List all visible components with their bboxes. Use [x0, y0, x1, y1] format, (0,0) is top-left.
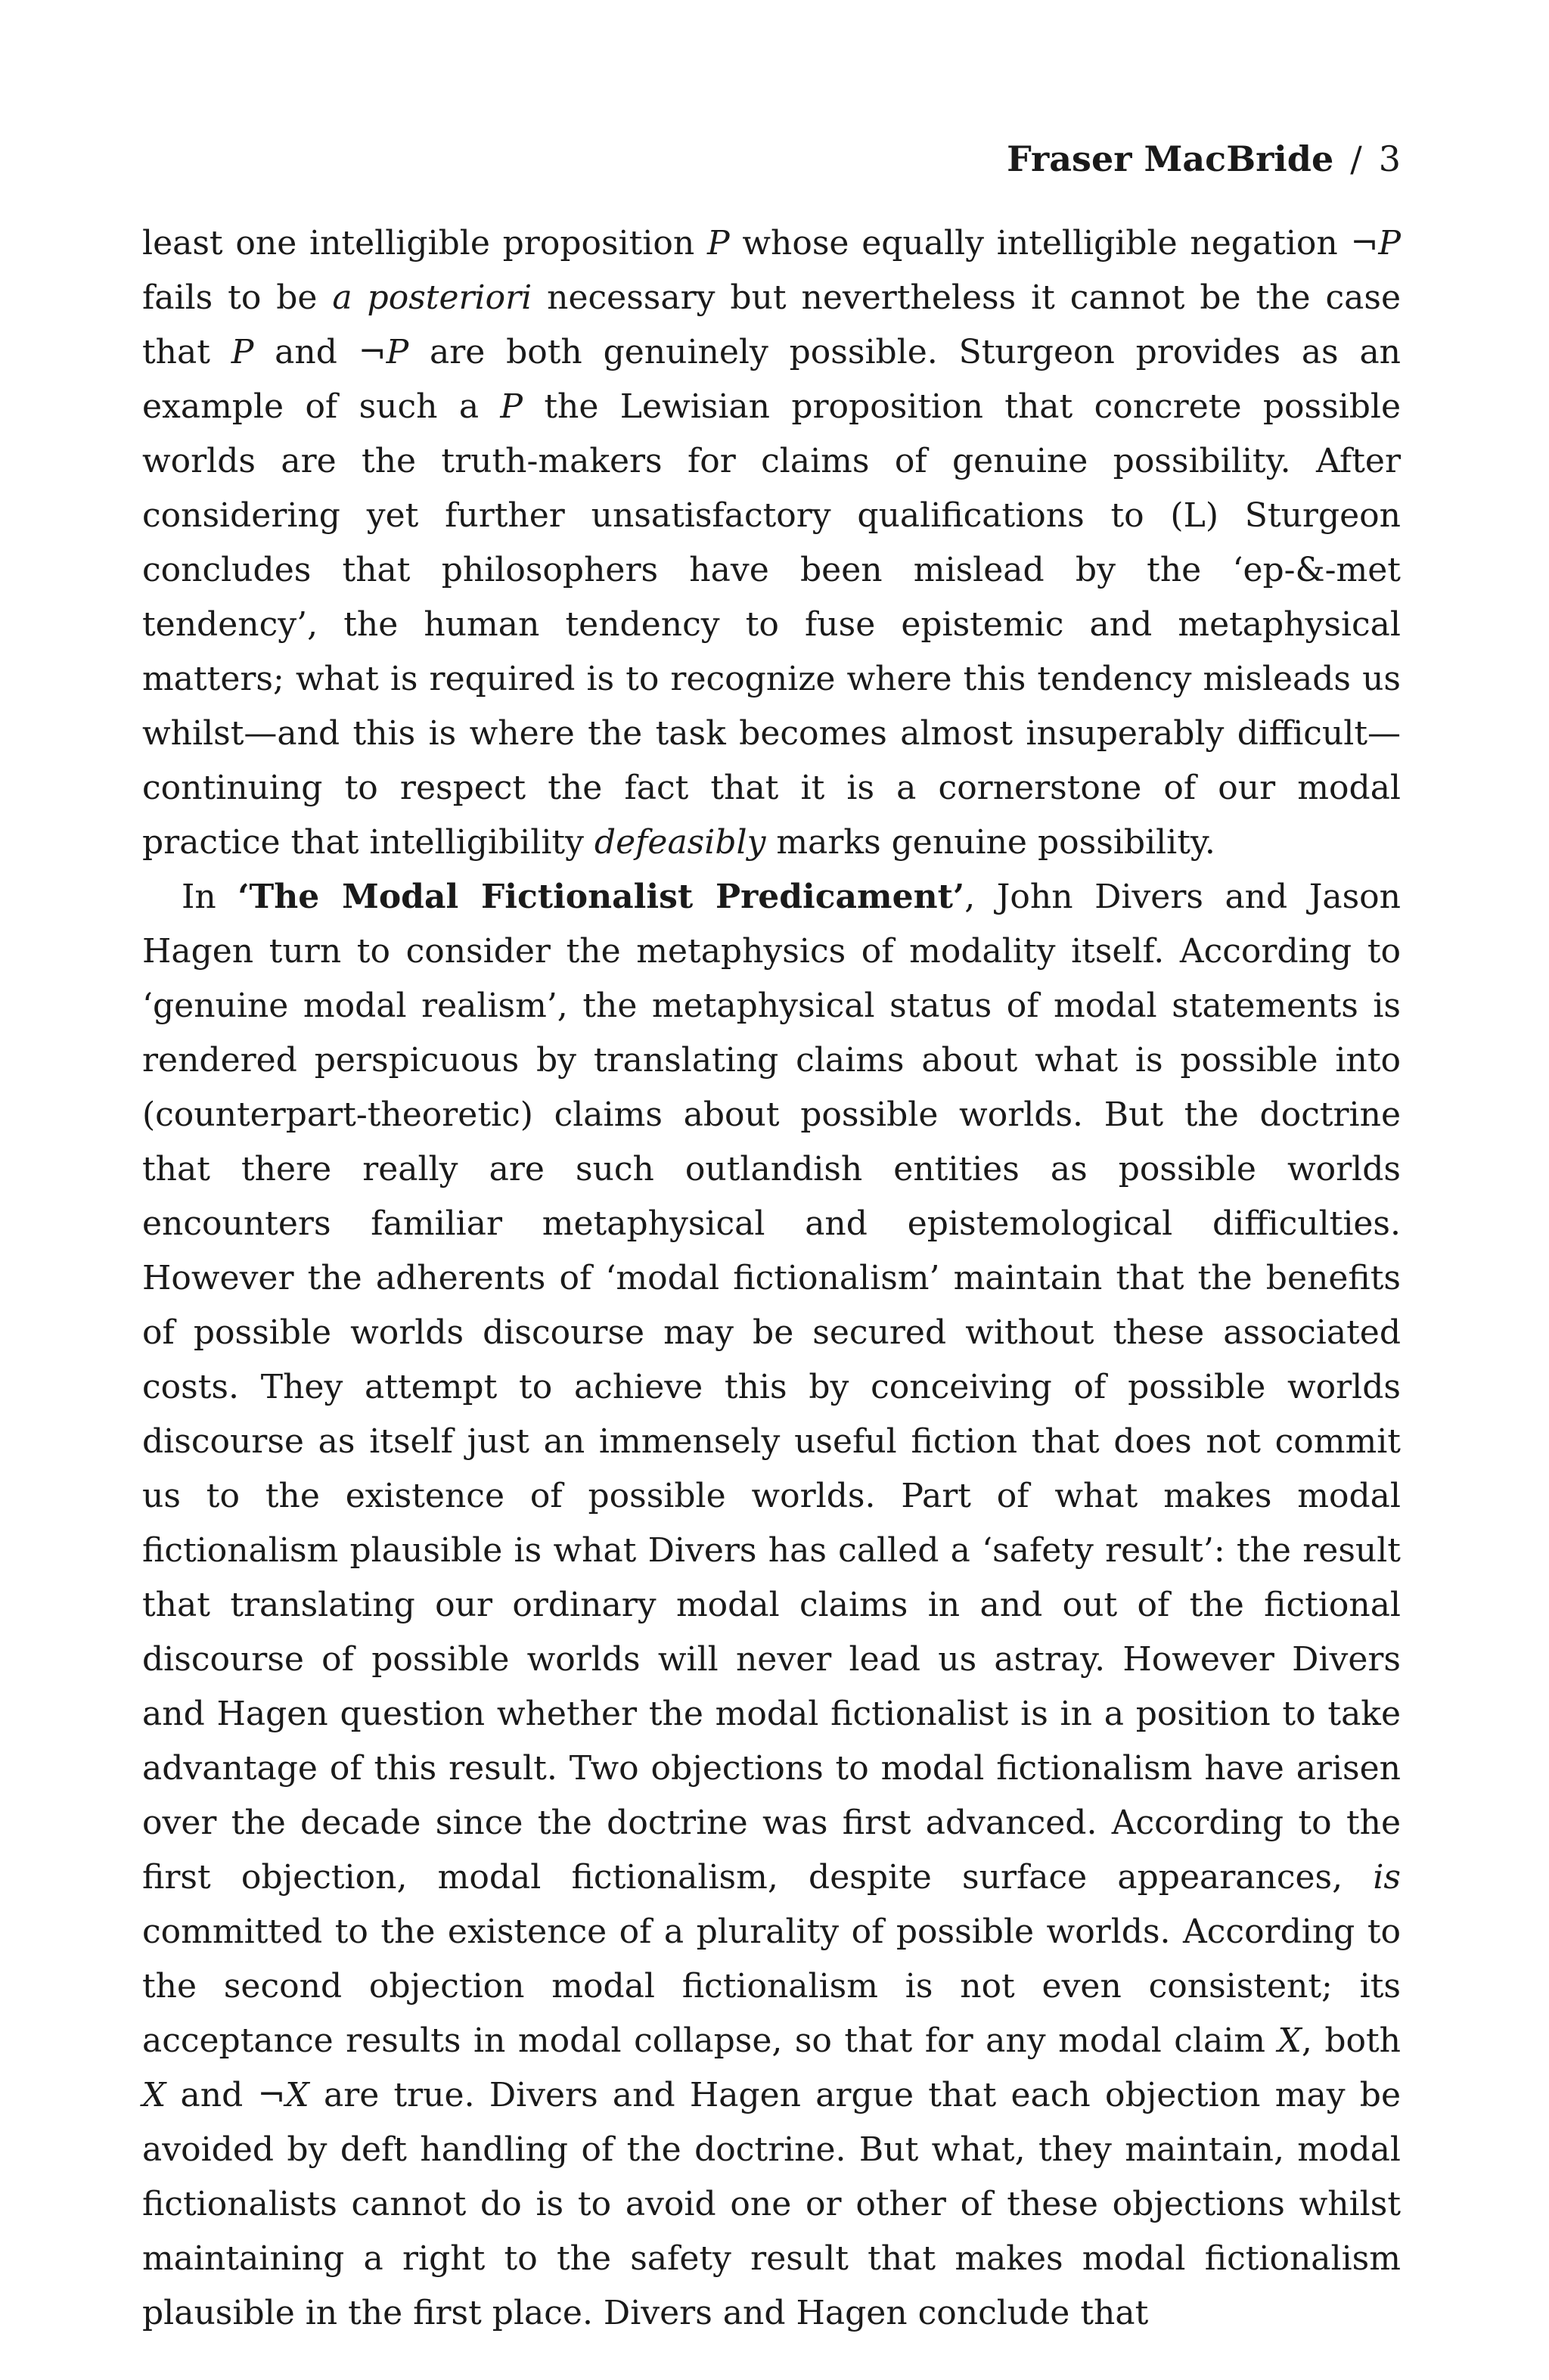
text-run: committed to the existence of a plurality of possible worlds. According to the second objection modal fictionalism is not even consistent; its acceptance results in modal collapse, so that for any modal claim	[142, 1912, 1401, 2060]
text-run: necessary but nevertheless it cannot be the case that	[142, 278, 1401, 371]
text-run: are both genuinely possible. Sturgeon provides as an example of such a	[142, 333, 1402, 426]
italic-run: X	[1277, 2021, 1302, 2060]
italic-run: is	[1373, 1858, 1401, 1897]
text-run: fails to be	[142, 278, 333, 317]
text-run: and ¬	[166, 2076, 286, 2114]
paragraph-1	[142, 216, 1401, 870]
text-run: whose equally intelligible negation ¬	[729, 224, 1379, 263]
italic-run: P	[706, 224, 730, 263]
text-run: , John Divers and Jason Hagen turn to consider the metaphysics of modality itself. According to ‘genuine modal realism’, the metaphysical status of modal statements is rendered perspicuous by translating claims about what is possible into (counterpart-theoretic) claims about possible worlds. But the doctrine that there really are such outlandish entities as possible worlds encounters familiar metaphysical and epistemological difficulties. However the adherents of ‘modal fictionalism’ maintain that the benefits of possible worlds discourse may be secured without these associated costs. They attempt to achieve this by conceiving of possible worlds discourse as itself just an immensely useful fiction that does not commit us to the existence of possible worlds. Part of what makes modal fictionalism plausible is what Divers has called a ‘safety result’: the result that translating our ordinary modal claims in and out of the fictional discourse of possible worlds will never lead us astray. However Divers and Hagen question whether the modal fictionalist is in a position to take advantage of this result. Two objections to modal fictionalism have arisen over the decade since the doctrine was first advanced. According to the first objection, modal fictionalism, despite surface appearances,	[142, 878, 1401, 1897]
running-head-separator: /	[1350, 138, 1362, 179]
text-run: , both	[1301, 2021, 1401, 2060]
page-number: 3	[1378, 138, 1401, 179]
text-run: and ¬	[253, 333, 386, 371]
italic-run: P	[386, 333, 409, 371]
italic-run: P	[500, 387, 523, 426]
italic-run: X	[142, 2076, 166, 2114]
italic-run: a posteriori	[332, 278, 532, 317]
text-run: the Lewisian proposition that concrete possible worlds are the truth-makers for claims of genuine possibility. After considering yet further unsatisfactory qualifications to (L) Sturgeon concludes that philosophers have been mislead by the ‘ep-&-met tendency’, the human tendency to fuse epistemic and metaphysical matters; what is required is to recognize where this tendency misleads us whilst—and this is where the task becomes almost insuperably difficult—continuing to respect the fact that it is a cornerstone of our modal practice that intelligibility	[142, 387, 1401, 862]
italic-run: P	[231, 333, 254, 371]
text-run: are true. Divers and Hagen argue that each objection may be avoided by deft handling of the doctrine. But what, they maintain, modal fictionalists cannot do is to avoid one or other of these objections whilst maintaining a right to the safety result that makes modal fictionalism plausible in the first place. Divers and Hagen conclude that	[142, 2076, 1401, 2332]
text-run: In	[182, 878, 238, 916]
body-text	[142, 216, 1401, 2341]
italic-run: P	[1378, 224, 1401, 263]
italic-run: X	[285, 2076, 309, 2114]
text-run: least one intelligible proposition	[142, 224, 707, 263]
paragraph-2	[142, 870, 1401, 2341]
italic-run: defeasibly	[594, 823, 766, 862]
chapter-title: ‘The Modal Fictionalist Predicament’	[237, 878, 965, 916]
running-head-author: Fraser MacBride	[1007, 138, 1334, 179]
running-head	[1007, 136, 1401, 182]
text-run: marks genuine possibility.	[765, 823, 1215, 862]
